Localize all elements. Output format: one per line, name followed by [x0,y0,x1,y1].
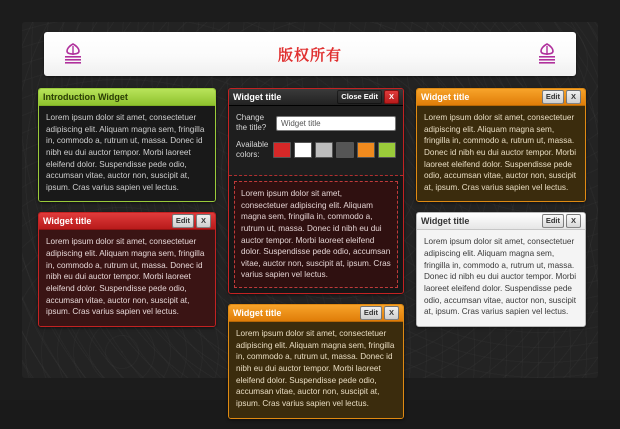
widget-center-orange [228,304,404,418]
widget-body: Lorem ipsum dolor sit amet, consectetuer adipiscing elit. Aliquam magna sem, fringilla in, commodo a, rutrum ut, massa. Donec id nibh eu dui auctor tempor. Morbi laoreet eleifend dolor. Suspendisse pede odio, accumsan vitae, auctor non, suscipit at, ipsum. Cras varius sapien vel lectus. [234,181,398,288]
close-edit-button[interactable]: Close Edit [337,90,382,104]
header-bar [44,32,576,76]
widget-title: Widget title [421,92,470,102]
widget-center-editing [228,88,404,294]
widget-body: Lorem ipsum dolor sit amet, consectetuer adipiscing elit. Aliquam magna sem, fringilla in, commodo a, rutrum ut, massa. Donec id nibh eu dui auctor tempor. Morbi laoreet eleifend dolor. Suspendisse pede odio, accumsan vitae, auctor non, suscipit at, ipsum. Cras varius sapien vel lectus. [39,230,215,325]
widget-title: Widget title [233,92,282,102]
widget-title: Widget title [233,308,282,319]
widget-left-red [38,212,216,326]
widget-header[interactable] [39,213,215,230]
edit-button[interactable]: Edit [542,90,564,104]
logo-right-icon [534,42,560,66]
colors-field-label: Available colors: [236,140,269,159]
widget-title: Introduction Widget [43,92,128,102]
widget-column-center [228,88,404,429]
color-swatch-grey[interactable] [315,142,333,158]
widget-body: Lorem ipsum dolor sit amet, consectetuer adipiscing elit. Aliquam magna sem, fringilla in, commodo a, rutrum ut, massa. Donec id nibh eu dui auctor tempor. Morbi laoreet eleifend dolor. Suspendisse pede odio, accumsan vitae, auctor non, suscipit at, ipsum. Cras varius sapien vel lectus. [39,106,215,201]
edit-button[interactable]: Edit [542,214,564,228]
close-button[interactable]: X [384,90,399,104]
close-button[interactable]: X [566,90,581,104]
edit-button[interactable]: Edit [360,306,382,320]
widget-edit-panel [229,106,403,176]
color-swatch-red[interactable] [273,142,291,158]
widget-header[interactable] [417,89,585,106]
widget-column-right [416,88,586,337]
color-swatch-white[interactable] [294,142,312,158]
widget-right-white [416,212,586,326]
edit-button[interactable]: Edit [172,214,194,228]
widget-right-orange [416,88,586,202]
page-title: 版权所有 [277,46,342,64]
widget-header[interactable] [229,89,403,106]
widget-column-left [38,88,216,337]
title-field-row [236,113,396,133]
widget-header[interactable] [417,213,585,230]
widget-title: Widget title [421,216,470,227]
widget-header[interactable] [229,305,403,322]
color-swatch-green[interactable] [378,142,396,158]
widget-header[interactable] [39,89,215,106]
widget-body: Lorem ipsum dolor sit amet, consectetuer adipiscing elit. Aliquam magna sem, fringilla in, commodo a, rutrum ut, massa. Donec id nibh eu dui auctor tempor. Morbi laoreet eleifend dolor. Suspendisse pede odio, accumsan vitae, auctor non, suscipit at, ipsum. Cras varius sapien vel lectus. [417,230,585,325]
close-button[interactable]: X [384,306,399,320]
title-field-label: Change the title? [236,113,267,132]
widget-body: Lorem ipsum dolor sit amet, consectetuer adipiscing elit. Aliquam magna sem, fringilla in, commodo a, rutrum ut, massa. Donec id nibh eu dui auctor tempor. Morbi laoreet eleifend dolor. Suspendisse pede odio, accumsan vitae, auctor non, suscipit at, ipsum. Cras varius sapien vel lectus. [229,322,403,417]
widget-title-input[interactable] [276,116,396,131]
color-swatch-orange[interactable] [357,142,375,158]
color-swatch-dark[interactable] [336,142,354,158]
close-button[interactable]: X [566,214,581,228]
logo-left-icon [60,42,86,66]
close-button[interactable]: X [196,214,211,228]
widget-introduction [38,88,216,202]
widget-body: Lorem ipsum dolor sit amet, consectetuer adipiscing elit. Aliquam magna sem, fringilla in, commodo a, rutrum ut, massa. Donec id nibh eu dui auctor tempor. Morbi laoreet eleifend dolor. Suspendisse pede odio, accumsan vitae, auctor non, suscipit at, ipsum. Cras varius sapien vel lectus. [417,106,585,201]
colors-field-row [236,140,396,160]
color-swatch-group [273,142,396,158]
widget-title: Widget title [43,216,92,227]
